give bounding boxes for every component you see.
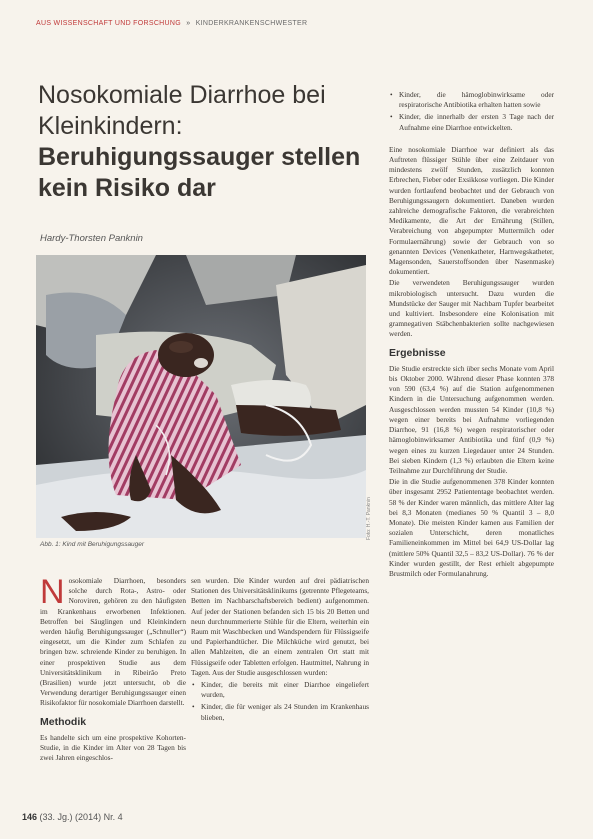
text-column-3 <box>389 88 554 810</box>
article-title <box>38 80 368 204</box>
journal-label: KINDERKRANKENSCHWESTER <box>195 20 308 27</box>
text-column-1 <box>40 576 186 806</box>
title-line-2: Kleinkindern: <box>38 112 183 140</box>
methods-continued-text: sen wurden. Die Kinder wurden auf drei pädiatrischen Stationen des Universitätsklinikums (getrennte Pflegeteams, Betten im Nachbarschaftsbereich bedient) aufgenommen. Auf jeder der Stationen befanden sich 15 bis 20 Betten und neun durchnummerierte Stühle für die Eltern, weiterhin ein Raum mit Waschbecken und Wandspendern für Flüssigseife und Papierhandtücher. Die Milchküche wird genutzt, bei allen Mahlzeiten, die an einem zentralen Ort statt mit Flüssigseife oder Tabletten erfolgen. Hautmittel, Nahrung in Tagen. Aus der Studie ausgeschlossen wurden: <box>191 576 369 677</box>
list-item: • Kinder, die hämoglobinwirksame oder respiratorische Antibiotika erhalten hatten sowie <box>389 90 554 110</box>
page-number: 146 <box>22 812 38 822</box>
definition-paragraph: Eine nosokomiale Diarrhoe war definiert als das Auftreten flüssiger Stühle über eine Zeitdauer von mindestens zwölf Stunden, zusätzlich konnten Erbrechen, Fieber oder Exsikkose vorliegen. Die Kinder wurden fortlaufend beobachtet und der Gebrauch von Beruhigungssaugern dokumentiert. Daneben wurden zahlreiche demografische Faktoren, die verabreichten Medikamente, die Art der Ernährung (Stillen, Verabreichung von abgepumpter Muttermilch oder Formulaernährung) sowie der Gebrauch von so genannten Devices (Venenkatheter, Harnwegskatheter, Magensonden, Sauerstoffsonden über Nasenmaske) dokumentiert. <box>389 144 554 277</box>
photo-credit: Foto: H.-T. Panknin <box>366 497 372 540</box>
results-paragraph-1: Die Studie erstreckte sich über sechs Monate vom April bis Oktober 2000. Während dieser Phase konnten 378 von 590 (63,4 %) auf die Station aufgenommenen Kindern in die Untersuchung aufgenommen werden. Ausgeschlossen werden mussten 54 Kinder (10,8 %) wegen einer bereits bei Aufnahme vorliegenden Diarrhoe, 91 (16,8 %) wegen respiratorischer oder hämoglobinwirksamer Antibiotika und fünf (0,9 %) wegen eines zu kurzen Liegedauer unter 24 Stunden. Bei sieben Kindern (1,3 %) erlaubten die Eltern keine Teilnahme zur Durchführung der Studie. <box>389 363 554 475</box>
page-footer <box>22 812 123 822</box>
heading-methods: Methodik <box>40 715 87 728</box>
baby-photo-illustration <box>36 255 366 538</box>
list-item: • Kinder, die innerhalb der ersten 3 Tage nach der Aufnahme eine Diarrhoe entwickelten. <box>389 112 554 132</box>
title-line-4: kein Risiko dar <box>38 174 216 202</box>
text-column-2 <box>191 576 369 806</box>
section-label: AUS WISSENSCHAFT UND FORSCHUNG <box>36 20 181 27</box>
author-name: Hardy-Thorsten Panknin <box>40 233 143 244</box>
drop-cap: N <box>40 576 65 611</box>
results-paragraph-2: Die in die Studie aufgenommenen 378 Kinder konnten über insgesamt 2952 Patiententage beobachtet werden. 58 % der Kinder waren männlich, das mittlere Alter lag bei 8,3 Monaten (medianes 50 % Quantil 3 – 8,0 Monate). Die meisten Kinder kamen aus Familien der sozialen Unterschicht, deren monatliches Familieneinkommen im Mittel bei 64,9 US-Dollar lag (mittlere 50% Quantil 32,5 – 83,2 US-Dollar). 76 % der Kinder wurden gestillt, der Rest erhielt abgepumpte Brustmilch oder Formulanahrung. <box>389 477 554 578</box>
exclusion-list-2 <box>389 90 554 133</box>
intro-text: osokomiale Diarrhoen, besonders solche durch Rota-, Astro- oder Noroviren, gehören zu den häufigsten im Krankenhaus erworbenen Infektionen. Betroffen bei Säuglingen und Kleinkindern werden häufig Beruhigungssauger („Schnuller“) eingesetzt, um die Kinder zum Schlafen zu bringen bzw. schreiende Kinder zu beruhigen. In einer prospektiven Studie aus dem Universitätsklinikum in Ribeirão Preto (Brasilien) wurde jetzt untersucht, ob die Verwendung derartiger Beruhigungssauger einen Risikofaktor für nosokomiale Diarrhoen darstellt. <box>40 576 186 708</box>
running-header <box>36 20 556 32</box>
issue-info: (33. Jg.) (2014) Nr. 4 <box>39 812 123 822</box>
header-separator-icon: » <box>186 20 191 27</box>
microbiology-paragraph: Die verwendeten Beruhigungssauger wurden mikrobiologisch untersucht. Dazu wurden die Mundstücke der Sauger mit Nachbarn Tupfer bearbeitet und kultiviert. Insbesondere eine Kolonisation mit gramnegativen Stäbchenbakterien sollte nachgewiesen werden. <box>389 278 554 339</box>
exclusion-list-1 <box>191 680 369 723</box>
list-item: • Kinder, die für weniger als 24 Stunden im Krankenhaus blieben, <box>191 702 369 722</box>
list-item: • Kinder, die bereits mit einer Diarrhoe eingeliefert wurden, <box>191 680 369 700</box>
title-line-3: Beruhigungssauger stellen <box>38 143 361 171</box>
heading-results: Ergebnisse <box>389 346 446 359</box>
intro-paragraph <box>40 576 186 709</box>
photo-caption: Abb. 1: Kind mit Beruhigungssauger <box>40 541 145 548</box>
article-photo <box>36 255 366 538</box>
methods-text: Es handelte sich um eine prospektive Kohorten-Studie, in die Kinder im Alter von 28 Tagen bis zwei Jahren eingeschlos- <box>40 732 186 763</box>
title-line-1: Nosokomiale Diarrhoe bei <box>38 81 326 109</box>
